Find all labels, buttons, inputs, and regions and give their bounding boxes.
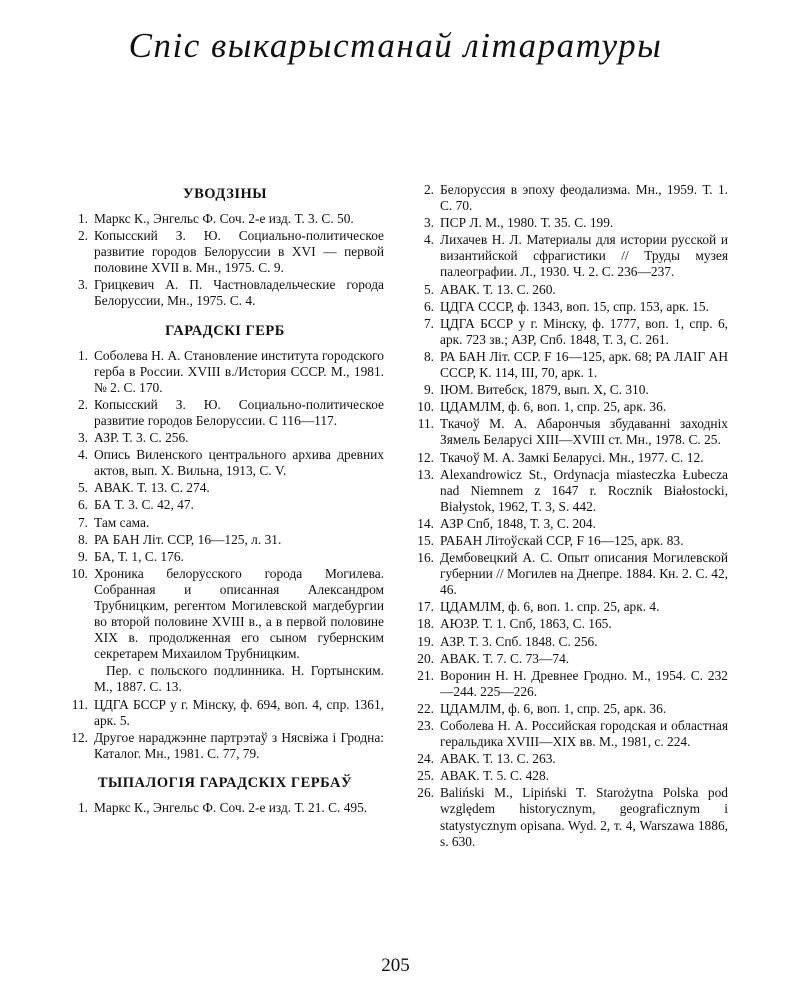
reference-entry-continuation [66, 663, 384, 695]
reference-number: 22. [417, 700, 434, 716]
reference-number: 7. [77, 514, 88, 530]
reference-number: 2. [77, 396, 88, 412]
reference-number: 3. [77, 277, 88, 293]
reference-text: Alexandrowicz St., Ordynacja miasteczka Łubecza nad Niemnem z 1647 r. Rocznik Białostocki, Białystok, 1962, T. 3, S. 442. [440, 466, 728, 514]
reference-text: БА, Т. 1, С. 176. [94, 548, 184, 564]
reference-text: Грицкевич А. П. Частновладельческие города Белоруссии, Мн., 1975. С. 4. [94, 277, 384, 309]
reference-number: 1. [77, 799, 88, 815]
reference-number: 18. [417, 616, 434, 632]
reference-text: Белоруссия в эпоху феодализма. Мн., 1959. Т. 1. С. 70. [440, 182, 728, 214]
reference-text: ЦДГА БССР у г. Мінску, ф. 1777, воп. 1, спр. 6, арк. 723 зв.; АЗР, Спб. 1848, Т. 3, С. 261. [440, 315, 728, 347]
reference-number: 23. [417, 718, 434, 733]
reference-number: 10. [417, 399, 434, 415]
reference-text: РА БАН Літ. ССР, 16—125, л. 31. [94, 531, 282, 547]
reference-entry [412, 215, 728, 231]
reference-entry [412, 599, 728, 615]
reference-number: 3. [423, 215, 434, 231]
reference-entry [66, 697, 384, 729]
reference-entry [412, 232, 728, 280]
reference-number: 5. [77, 480, 88, 496]
reference-entry [66, 277, 384, 309]
reference-number: 8. [77, 531, 88, 547]
reference-number: 15. [417, 532, 434, 548]
reference-text: ЦДАМЛМ, ф. 6, воп. 1. спр. 25, арк. 4. [440, 599, 660, 615]
reference-text: БА Т. 3. С. 42, 47. [94, 497, 194, 513]
reference-number: 5. [423, 281, 434, 297]
reference-entry [412, 399, 728, 415]
reference-text: Ткачоў М. А. Абарончыя збудаванні заходніх Зямель Беларусі XIII—XVIII ст. Мн., 1978. С. 25. [440, 416, 728, 448]
reference-number: 17. [417, 599, 434, 615]
reference-text: ІЮМ. Витебск, 1879, вып. X, С. 310. [440, 382, 649, 398]
reference-text: АЮЗР. Т. 1. Спб, 1863, С. 165. [440, 616, 612, 632]
reference-text: Опись Виленского центрального архива древних актов, вып. X. Вильна, 1913, С. V. [94, 447, 384, 479]
reference-entry [412, 299, 728, 315]
reference-entry [66, 211, 384, 227]
reference-entry [412, 416, 728, 448]
page-title: Спіс выкарыстанай літаратуры [128, 26, 663, 65]
reference-text: Baliński M., Lipiński T. Starożytna Polska pod względem historycznym, geograficznym i statystycznym opisana. Wyd. 2, т. 4, Warszawa 1886, s. 630. [440, 785, 728, 849]
reference-number: 12. [71, 729, 88, 745]
reference-entry [66, 800, 384, 816]
reference-number: 19. [417, 633, 434, 649]
reference-entry [412, 450, 728, 466]
reference-entry [412, 718, 728, 750]
reference-number: 2. [77, 228, 88, 244]
reference-number: 3. [77, 430, 88, 446]
reference-entry [412, 651, 728, 667]
reference-number: 8. [423, 348, 434, 364]
reference-entry [66, 228, 384, 276]
reference-entry [66, 348, 384, 396]
reference-entry [66, 730, 384, 762]
reference-text: Другое нараджэнне партрэтаў з Нясвіжа і Гродна: Каталог. Мн., 1981. С. 77, 79. [94, 729, 384, 761]
reference-entry [412, 668, 728, 700]
reference-entry [412, 751, 728, 767]
reference-text: ЦДАМЛМ, ф. 6, воп. 1, спр. 25, арк. 36. [440, 700, 667, 716]
reference-entry [412, 616, 728, 632]
reference-number: 9. [77, 548, 88, 564]
reference-text: Ткачоў М. А. Замкі Беларусі. Мн., 1977. С. 12. [440, 449, 704, 465]
reference-entry [66, 532, 384, 548]
reference-text: АЗР. Т. 3. Спб. 1848. С. 256. [440, 633, 598, 649]
reference-number: 4. [423, 232, 434, 248]
reference-text: АЗР. Т. 3. С. 256. [94, 430, 189, 446]
reference-number: 13. [417, 466, 434, 482]
reference-number: 11. [417, 416, 434, 432]
reference-entry [412, 533, 728, 549]
section-heading-introduction: УВОДЗІНЫ [182, 186, 268, 202]
reference-text: АВАК. Т. 13. С. 274. [94, 480, 210, 496]
reference-number: 11. [71, 696, 88, 712]
reference-text: Дембовецкий А. С. Опыт описания Могилевской губернии // Могилев на Днепре. 1884. Кн. 2. С. 42, 46. [440, 550, 728, 598]
reference-entry [66, 447, 384, 479]
reference-number: 26. [417, 785, 434, 801]
reference-entry [66, 549, 384, 565]
reference-text: Копысский З. Ю. Социально-политическое развитие городов Белоруссии в XVI — первой половине XVII в. Мн., 1975. С. 9. [94, 228, 384, 276]
reference-number: 2. [423, 182, 434, 197]
reference-entry [66, 430, 384, 446]
reference-number: 12. [417, 449, 434, 465]
reference-text: АВАК. Т. 13. С. 260. [440, 281, 556, 297]
reference-text: Соболева Н. А. Становление института городского герба в России. XVIII в./История СССР. М., 1981. № 2. С. 170. [94, 347, 384, 395]
page-number: 205 [381, 955, 410, 976]
reference-text: АВАК. Т. 13. С. 263. [440, 751, 556, 767]
reference-text: ЦДГА СССР, ф. 1343, воп. 15, спр. 153, арк. 15. [440, 298, 709, 314]
left-column [66, 180, 384, 817]
reference-number: 24. [417, 751, 434, 767]
right-column [412, 182, 728, 851]
reference-number: 4. [77, 447, 88, 463]
reference-entry [66, 566, 384, 663]
reference-text: ЦДАМЛМ, ф. 6, воп. 1, спр. 25, арк. 36. [440, 399, 667, 415]
reference-text: Воронин Н. Н. Древнее Гродно. М., 1954. С. 232—244. 225—226. [440, 667, 728, 699]
reference-entry [66, 497, 384, 513]
reference-entry [412, 349, 728, 381]
reference-entry [412, 550, 728, 598]
section-heading-city-coat-of-arms: ГАРАДСКІ ГЕРБ [165, 322, 285, 339]
reference-entry [412, 634, 728, 650]
reference-entry [412, 316, 728, 348]
reference-entry [412, 382, 728, 398]
reference-text: АЗР Спб, 1848, Т. 3, С. 204. [440, 515, 596, 531]
reference-entry [412, 282, 728, 298]
reference-number: 10. [71, 565, 88, 581]
reference-number: 20. [417, 650, 434, 666]
reference-entry [412, 182, 728, 214]
reference-number: 14. [417, 515, 434, 531]
reference-text: Хроника белорусского города Могилева. Собранная и описанная Александром Трубницким, регентом Могилевской магдебургии во второй половине XVIII в., а в первой половине XIX в. продолженная его сыном губернским секретарем Михаилом Трубницким. [94, 565, 384, 662]
reference-entry [412, 701, 728, 717]
section-heading-typology: ТЫПАЛОГІЯ ГАРАДСКІХ ГЕРБАЎ [97, 774, 353, 791]
reference-number: 16. [417, 550, 434, 566]
reference-text: Маркс К., Энгельс Ф. Соч. 2-е изд. Т. 21. С. 495. [94, 799, 368, 815]
reference-entry [412, 785, 728, 849]
reference-text: ПСР Л. М., 1980. Т. 35. С. 199. [440, 215, 614, 231]
reference-text: АВАК. Т. 5. С. 428. [440, 768, 550, 784]
reference-entry [66, 397, 384, 429]
reference-number: 6. [77, 497, 88, 513]
reference-entry [66, 480, 384, 496]
reference-number: 1. [77, 211, 88, 226]
reference-entry [412, 768, 728, 784]
reference-text: Соболева Н. А. Российская городская и областная геральдика XVIII—XIX вв. М., 1981, с. 224. [440, 718, 728, 750]
reference-text: РА БАН Літ. ССР. F 16—125, арк. 68; РА ЛАІГ АН СССР, К. 114, III, 70, арк. 1. [440, 348, 728, 381]
reference-text: Маркс К., Энгельс Ф. Соч. 2-е изд. Т. 3. С. 50. [94, 211, 354, 226]
reference-number: 21. [417, 667, 434, 683]
reference-number: 6. [423, 298, 434, 314]
reference-entry [412, 467, 728, 515]
reference-number: 1. [77, 347, 88, 363]
reference-text: Там сама. [94, 514, 150, 530]
reference-text: ЦДГА БССР у г. Мінску, ф. 694, воп. 4, спр. 1361, арк. 5. [94, 696, 384, 728]
reference-text: РАБАН Літоўскай ССР, F 16—125, арк. 83. [440, 532, 684, 548]
reference-number: 7. [423, 315, 434, 331]
reference-text: Копысский З. Ю. Социально-политическое развитие городов Белоруссии. С 116—117. [94, 396, 384, 428]
reference-text: Лихачев Н. Л. Материалы для истории русской и византийской сфрагистики // Труды музея палеографии. Л., 1930. Ч. 2. С. 236—237. [440, 232, 728, 280]
reference-number: 9. [423, 382, 434, 398]
reference-text: Пер. с польского подлинника. Н. Гортынским. М., 1887. С. 13. [94, 663, 384, 695]
reference-text: АВАК. Т. 7. С. 73—74. [440, 650, 570, 666]
reference-number [66, 663, 94, 695]
reference-number: 25. [417, 768, 434, 784]
reference-entry [412, 516, 728, 532]
reference-entry [66, 515, 384, 531]
